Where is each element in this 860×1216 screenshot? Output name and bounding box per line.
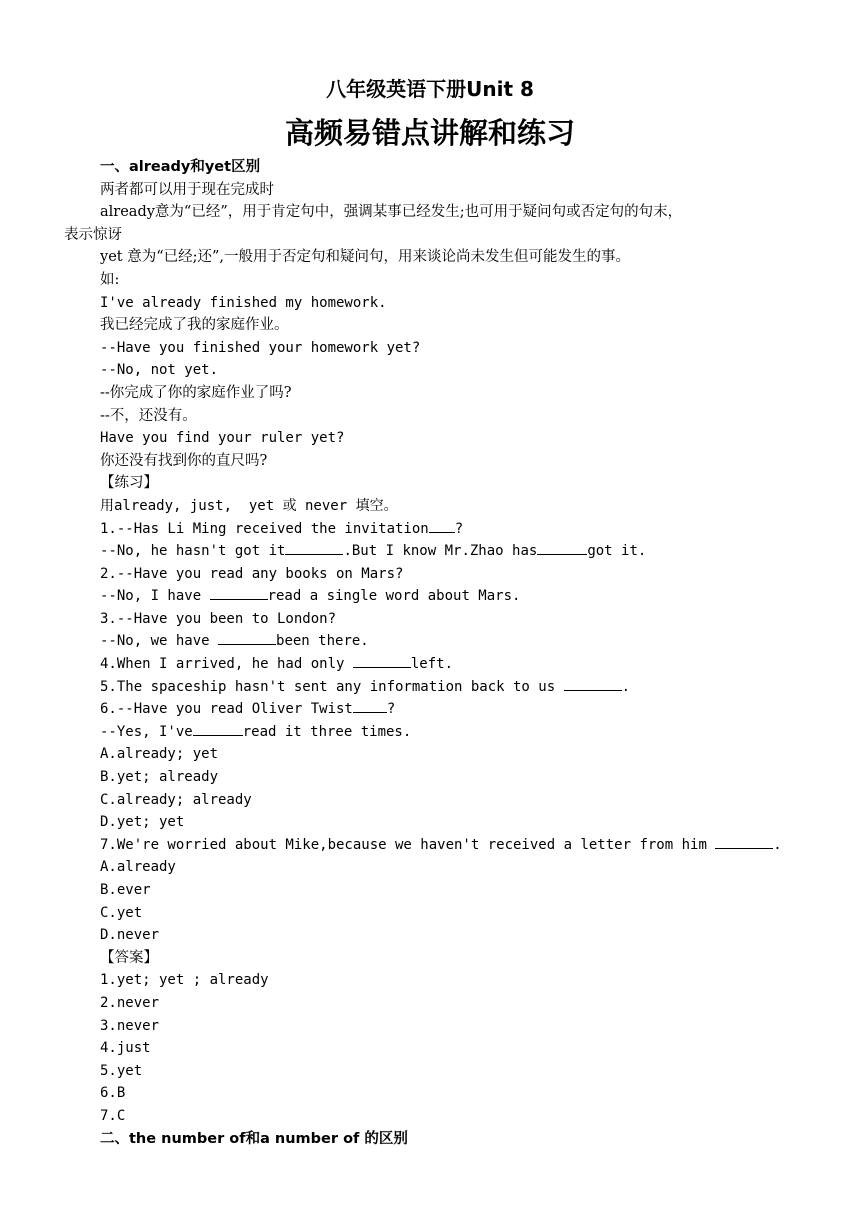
- question-6-line-b: --Yes, I've read it three times.: [64, 721, 804, 744]
- answer-item-3: 3.never: [100, 1017, 160, 1034]
- question-4: 4.When I arrived, he had only left.: [64, 653, 804, 676]
- example3-english: Have you find your ruler yet?: [100, 430, 345, 447]
- question-7-option-d: D.never: [100, 927, 160, 944]
- example1-chinese: 我已经完成了我的家庭作业。: [100, 317, 289, 334]
- question-6-option-b: B.yet; already: [100, 769, 219, 786]
- question-5: 5.The spaceship hasn't sent any information back to us .: [64, 676, 804, 699]
- question-6-option-d: D.yet; yet: [100, 814, 185, 831]
- practice-label: 【练习】: [100, 475, 158, 492]
- answer-blank: [218, 630, 276, 645]
- question-7: 7.We're worried about Mike,because we haven't received a letter from him .: [64, 834, 804, 857]
- section1-intro: 两者都可以用于现在完成时: [100, 181, 274, 198]
- example2-chinese-answer: --不，还没有。: [100, 407, 197, 424]
- question-1-line-a: 1.--Has Li Ming received the invitation ?: [64, 518, 804, 541]
- example2-english-question: --Have you finished your homework yet?: [100, 339, 421, 356]
- answer-item-4: 4.just: [100, 1040, 151, 1057]
- example3-chinese: 你还没有找到你的直尺吗?: [100, 452, 268, 469]
- answer-item-5: 5.yet: [100, 1062, 143, 1079]
- answer-blank: [715, 834, 773, 849]
- question-7-option-a: A.already: [100, 859, 176, 876]
- answer-blank: [537, 540, 587, 555]
- document-title: 八年级英语下册Unit 8: [326, 77, 534, 101]
- answer-blank: [210, 585, 268, 600]
- example2-english-answer: --No, not yet.: [100, 362, 219, 379]
- document-body: [64, 156, 804, 1150]
- section2-heading: 二、the number of和a number of 的区别: [100, 1130, 408, 1147]
- answer-blank: [285, 540, 343, 555]
- question-3-line-a: 3.--Have you been to London?: [100, 610, 337, 627]
- answer-item-2: 2.never: [100, 994, 160, 1011]
- question-7-option-b: B.ever: [100, 882, 151, 898]
- answer-item-6: 6.B: [100, 1085, 126, 1102]
- question-6-option-a: A.already; yet: [100, 746, 219, 763]
- already-description-continued: 表示惊讶: [64, 226, 122, 243]
- question-2-line-a: 2.--Have you read any books on Mars?: [100, 565, 404, 582]
- answer-blank: [429, 518, 455, 533]
- section1-heading: 一、already和yet区别: [100, 159, 261, 175]
- practice-instruction: 用already, just, yet 或 never 填空。: [100, 497, 398, 514]
- question-6-option-c: C.already; already: [100, 791, 252, 808]
- example2-chinese-question: --你完成了你的家庭作业了吗?: [100, 384, 292, 401]
- yet-description: yet 意为“已经;还”,一般用于否定句和疑问句，用来谈论尚未发生但可能发生的事。: [100, 249, 631, 266]
- example1-english: I've already finished my homework.: [100, 294, 387, 311]
- document-subtitle: 高频易错点讲解和练习: [284, 116, 575, 150]
- already-description: already意为“已经”，用于肯定句中，强调某事已经发生;也可用于疑问句或否定句的句末，: [100, 204, 683, 221]
- answer-item-1: 1.yet; yet ; already: [100, 972, 269, 989]
- question-1-line-b: --No, he hasn't got it .But I know Mr.Zhao has got it.: [64, 540, 804, 563]
- answer-item-7: 7.C: [100, 1107, 126, 1124]
- answer-blank: [193, 721, 243, 736]
- question-6-line-a: 6.--Have you read Oliver Twist ?: [64, 698, 804, 721]
- answer-blank: [353, 698, 387, 713]
- answer-blank: [564, 676, 622, 691]
- example-label: 如:: [100, 271, 120, 288]
- question-3-line-b: --No, we have been there.: [64, 630, 804, 653]
- question-2-line-b: --No, I have read a single word about Mars.: [64, 585, 804, 608]
- answer-blank: [353, 653, 411, 668]
- question-7-option-c: C.yet: [100, 904, 143, 921]
- answers-label: 【答案】: [100, 949, 158, 966]
